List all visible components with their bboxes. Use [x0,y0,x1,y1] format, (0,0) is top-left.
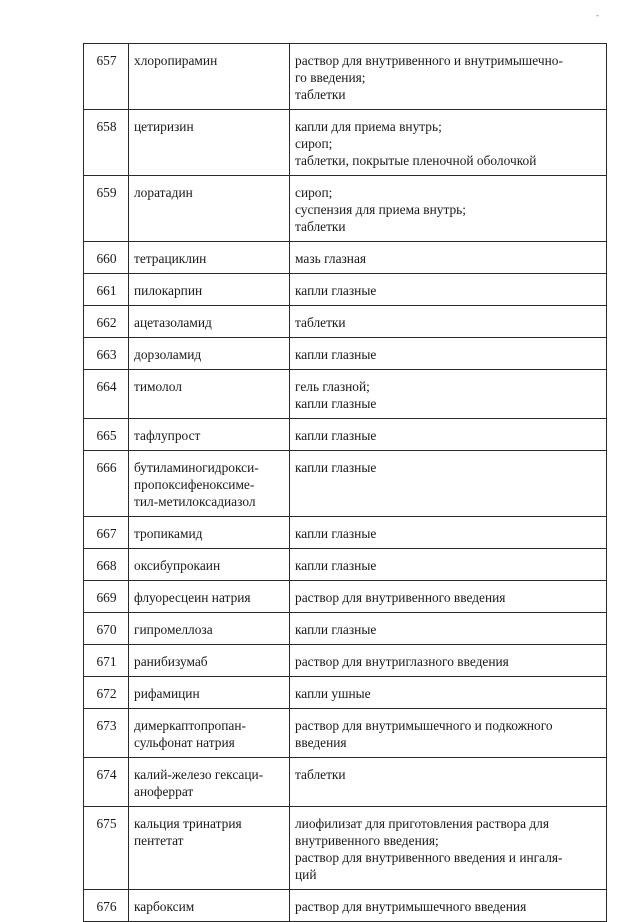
corner-mark: - [596,10,599,20]
drug-name-cell: хлоропирамин [129,44,290,110]
row-number-cell: 668 [84,549,129,581]
row-number-cell: 659 [84,176,129,242]
row-number-cell: 672 [84,677,129,709]
drug-name-cell: пилокарпин [129,274,290,306]
row-number-cell: 670 [84,613,129,645]
drug-name-cell: ранибизумаб [129,645,290,677]
table-row [84,44,607,110]
dosage-form-cell: капли глазные [290,517,607,549]
table-row [84,549,607,581]
row-number-cell: 676 [84,890,129,922]
table-row [84,890,607,922]
dosage-form-cell: капли глазные [290,613,607,645]
dosage-form-cell: гель глазной; капли глазные [290,370,607,419]
drug-name-cell: оксибупрокаин [129,549,290,581]
table-row [84,176,607,242]
drug-name-cell: кальция тринатрия пентетат [129,807,290,890]
table-row [84,451,607,517]
dosage-form-cell: раствор для внутривенного и внутримышечно- го введения; таблетки [290,44,607,110]
table-row [84,613,607,645]
row-number-cell: 661 [84,274,129,306]
dosage-form-cell: капли глазные [290,274,607,306]
drug-name-cell: димеркаптопропан- сульфонат натрия [129,709,290,758]
drug-name-cell: флуоресцеин натрия [129,581,290,613]
table-row [84,758,607,807]
table-row [84,110,607,176]
drug-table-body [84,44,607,922]
row-number-cell: 665 [84,419,129,451]
row-number-cell: 666 [84,451,129,517]
drug-name-cell: рифамицин [129,677,290,709]
dosage-form-cell: капли глазные [290,451,607,517]
drug-name-cell: бутиламиногидрокси- пропоксифеноксиме- тил-метилоксадиазол [129,451,290,517]
drug-name-cell: тетрациклин [129,242,290,274]
dosage-form-cell: раствор для внутримышечного и подкожного введения [290,709,607,758]
row-number-cell: 669 [84,581,129,613]
dosage-form-cell: раствор для внутримышечного введения [290,890,607,922]
table-row [84,419,607,451]
table-row [84,645,607,677]
drug-name-cell: гипромеллоза [129,613,290,645]
dosage-form-cell: таблетки [290,306,607,338]
row-number-cell: 664 [84,370,129,419]
table-row [84,306,607,338]
dosage-form-cell: сироп; суспензия для приема внутрь; таблетки [290,176,607,242]
row-number-cell: 667 [84,517,129,549]
dosage-form-cell: капли ушные [290,677,607,709]
table-row [84,517,607,549]
row-number-cell: 658 [84,110,129,176]
drug-name-cell: калий-железо гексаци- аноферрат [129,758,290,807]
table-row [84,370,607,419]
drug-name-cell: дорзоламид [129,338,290,370]
table-row [84,274,607,306]
drug-name-cell: тафлупрост [129,419,290,451]
dosage-form-cell: лиофилизат для приготовления раствора для внутривенного введения; раствор для внутривенного введения и ингаля- ций [290,807,607,890]
table-row [84,338,607,370]
table-row [84,242,607,274]
dosage-form-cell: капли глазные [290,549,607,581]
row-number-cell: 671 [84,645,129,677]
row-number-cell: 663 [84,338,129,370]
dosage-form-cell: капли для приема внутрь; сироп; таблетки, покрытые пленочной оболочкой [290,110,607,176]
table-row [84,581,607,613]
table-row [84,709,607,758]
dosage-form-cell: раствор для внутривенного введения [290,581,607,613]
drug-name-cell: тимолол [129,370,290,419]
row-number-cell: 660 [84,242,129,274]
row-number-cell: 673 [84,709,129,758]
drug-name-cell: тропикамид [129,517,290,549]
dosage-form-cell: раствор для внутриглазного введения [290,645,607,677]
drug-table [83,43,607,922]
row-number-cell: 662 [84,306,129,338]
drug-name-cell: цетиризин [129,110,290,176]
table-row [84,677,607,709]
row-number-cell: 675 [84,807,129,890]
dosage-form-cell: таблетки [290,758,607,807]
row-number-cell: 674 [84,758,129,807]
dosage-form-cell: мазь глазная [290,242,607,274]
drug-name-cell: ацетазоламид [129,306,290,338]
dosage-form-cell: капли глазные [290,419,607,451]
dosage-form-cell: капли глазные [290,338,607,370]
table-row [84,807,607,890]
row-number-cell: 657 [84,44,129,110]
drug-name-cell: лоратадин [129,176,290,242]
drug-name-cell: карбоксим [129,890,290,922]
